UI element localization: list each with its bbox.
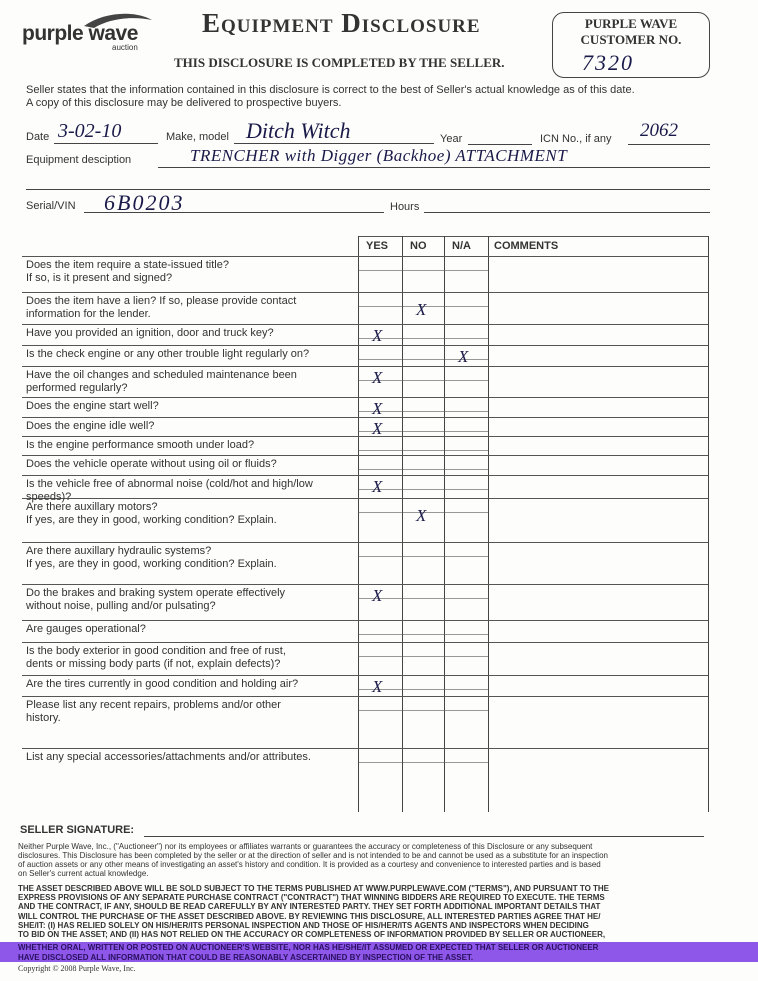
table-top-line: [358, 236, 708, 237]
answer-no-cell[interactable]: [404, 542, 444, 584]
comments-cell[interactable]: [490, 584, 706, 620]
question-line2: history.: [26, 712, 61, 724]
comments-cell[interactable]: [490, 696, 706, 748]
answer-no-cell[interactable]: [404, 584, 444, 620]
answer-na-cell[interactable]: [446, 475, 486, 498]
question-text: [26, 259, 356, 285]
answer-no-cell[interactable]: [404, 696, 444, 748]
question-line1: Have you provided an ignition, door and truck key?: [26, 327, 274, 339]
customer-label-line1: PURPLE WAVE: [584, 16, 678, 31]
answer-yes-cell[interactable]: [360, 696, 400, 748]
logo-name: purple wave: [22, 22, 138, 45]
check-mark-yes: X: [372, 368, 383, 387]
comments-cell[interactable]: [490, 417, 706, 436]
question-line1: Does the item require a state-issued title?: [26, 259, 229, 271]
hours-label: Hours: [390, 201, 420, 213]
answer-na-cell[interactable]: [446, 696, 486, 748]
answer-yes-cell[interactable]: [360, 455, 400, 475]
comments-cell[interactable]: [490, 542, 706, 584]
answer-no-cell[interactable]: [404, 675, 444, 696]
answer-na-cell[interactable]: [446, 366, 486, 397]
question-text: [26, 458, 356, 471]
copyright: Copyright © 2008 Purple Wave, Inc.: [18, 964, 136, 973]
answer-na-cell[interactable]: [446, 584, 486, 620]
answer-na-cell[interactable]: [446, 620, 486, 642]
check-mark-no: X: [416, 506, 427, 525]
header-yes: YES: [366, 240, 389, 252]
legal-line2: EXPRESS PROVISIONS OF ANY SEPARATE PURCHASE CONTRACT ("CONTRACT") THAT WINNING BIDDERS ARE REQUIRED TO EXECUTE. THE TERMS: [18, 893, 605, 903]
question-line1: Do the brakes and braking system operate effectively: [26, 587, 286, 599]
question-line1: List any special accessories/attachments and/or attributes.: [26, 751, 311, 763]
question-text: [26, 295, 356, 321]
question-text: [26, 369, 356, 395]
answer-na-cell[interactable]: [446, 748, 486, 812]
answer-na-cell[interactable]: [446, 256, 486, 292]
question-line2: performed regularly?: [26, 382, 128, 394]
comments-cell[interactable]: [490, 675, 706, 696]
intro-line2: A copy of this disclosure may be delivered to prospective buyers.: [26, 97, 342, 109]
legal-line7: WHETHER ORAL, WRITTEN OR POSTED ON AUCTIONEER'S WEBSITE, NOR HAS HE/SHE/IT ASSUMED OR EXPECTED THAT SELLER OR AUCTIONEER: [18, 943, 599, 952]
serial-field[interactable]: 6B0203: [104, 190, 185, 215]
legal-line3: AND THE CONTRACT, IF ANY, SHOULD BE READ CAREFULLY BY ANY INTERESTED PARTY. THEY SET FORTH ADDITIONAL IMPORTANT DETAILS THAT: [18, 902, 601, 912]
answer-yes-cell[interactable]: [360, 642, 400, 675]
answer-yes-cell[interactable]: [360, 292, 400, 324]
answer-yes-cell[interactable]: [360, 345, 400, 366]
legal-line5: SHE/IT: (I) HAS RELIED SOLELY ON HIS/HER/ITS PERSONAL INSPECTION AND THOSE OF HIS/HER/ITS AGENTS AND INSPECTORS WHEN DECIDING: [18, 920, 589, 930]
comments-cell[interactable]: [490, 455, 706, 475]
answer-na-cell[interactable]: [446, 642, 486, 675]
question-text: [26, 587, 356, 613]
question-text: [26, 439, 356, 452]
question-text: [26, 623, 356, 636]
icn-label: ICN No., if any: [540, 133, 612, 145]
legal-highlighted: [18, 943, 736, 962]
question-text: [26, 699, 356, 725]
answer-no-cell[interactable]: [404, 366, 444, 397]
disclaimer-line4: on Seller's current actual knowledge.: [18, 869, 149, 878]
customer-label-line2: CUSTOMER NO.: [580, 32, 682, 47]
check-mark-yes: X: [372, 586, 383, 605]
answer-yes-cell[interactable]: [360, 498, 400, 542]
legal-line6: TO BID ON THE ASSET; AND (II) HAS NOT RELIED ON THE ACCURACY OR COMPLETENESS OF INFORMATION PROVIDED BY SELLER OR AUCTIONEER,: [18, 930, 606, 940]
disclaimer-line1: Neither Purple Wave, Inc., ("Auctioneer") nor its employees or affiliates warrants or guarantees the accuracy or completeness of this Disclosure or any subsequent: [18, 842, 593, 851]
question-line1: Is the vehicle free of abnormal noise (cold/hot and high/low speeds)?: [26, 478, 313, 503]
question-text: [26, 501, 356, 527]
answer-yes-cell[interactable]: [360, 620, 400, 642]
date-label: Date: [26, 131, 50, 143]
answer-no-cell[interactable]: [404, 436, 444, 455]
answer-yes-cell[interactable]: [360, 542, 400, 584]
question-text: [26, 751, 356, 764]
question-line1: Does the engine idle well?: [26, 420, 155, 432]
answer-na-cell[interactable]: [446, 397, 486, 417]
question-line2: without noise, pulling and/or pulsating?: [26, 600, 216, 612]
question-line1: Are there auxillary hydraulic systems?: [26, 545, 212, 557]
check-mark-yes: X: [372, 419, 383, 438]
icn-field[interactable]: 2062: [640, 120, 678, 141]
legal-line4: WILL CONTROL THE PURCHASE OF THE ASSET DESCRIBED ABOVE. BY REVIEWING THIS DISCLOSURE, ALL INTERESTED PARTIES AGREE THAT HE/: [18, 911, 601, 921]
check-mark-yes: X: [372, 326, 383, 345]
answer-na-cell[interactable]: [446, 498, 486, 542]
answer-na-cell[interactable]: [446, 292, 486, 324]
answer-no-cell[interactable]: [404, 475, 444, 498]
logo-sub: auction: [112, 43, 138, 52]
legal-line8: HAVE DISCLOSED ALL INFORMATION THAT COULD BE REASONABLY ASCERTAINED BY INSPECTION OF THE ASSET.: [18, 952, 474, 962]
question-text: [26, 645, 356, 671]
question-text: [26, 678, 356, 691]
question-text: [26, 348, 356, 361]
comments-cell[interactable]: [490, 292, 706, 324]
question-text: [26, 420, 356, 433]
year-label: Year: [440, 133, 463, 145]
answer-yes-cell[interactable]: [360, 436, 400, 455]
answer-na-cell[interactable]: [446, 542, 486, 584]
answer-no-cell[interactable]: [404, 455, 444, 475]
answer-no-cell[interactable]: [404, 620, 444, 642]
comments-cell[interactable]: [490, 397, 706, 417]
check-mark-yes: X: [372, 677, 383, 696]
legal-line1: THE ASSET DESCRIBED ABOVE WILL BE SOLD SUBJECT TO THE TERMS PUBLISHED AT WWW.PURPLEWAVE.COM ("TERMS"), AND PURSUANT TO THE: [18, 884, 610, 893]
comments-cell[interactable]: [490, 475, 706, 498]
answer-na-cell[interactable]: [446, 455, 486, 475]
question-line1: Is the check engine or any other trouble light regularly on?: [26, 348, 310, 360]
legal-terms: [18, 884, 744, 939]
answer-na-cell[interactable]: [446, 675, 486, 696]
question-line2: information for the lender.: [26, 308, 151, 320]
answer-yes-cell[interactable]: [360, 256, 400, 292]
question-text: [26, 327, 356, 340]
question-line2: dents or missing body parts (if not, explain defects)?: [26, 658, 281, 670]
intro-line1: Seller states that the information contained in this disclosure is correct to the best of Seller's actual knowledge as of this date.: [26, 84, 635, 96]
table-right-line: [708, 236, 709, 812]
question-line1: Have the oil changes and scheduled maintenance been: [26, 369, 297, 381]
answer-no-cell[interactable]: [404, 256, 444, 292]
answer-na-cell[interactable]: [446, 436, 486, 455]
disclaimer-line3: of auction assets or any other means of investigating an asset's history and condition. It is provided as a courtesy and convenience to interested parties and is based: [18, 860, 601, 869]
seller-signature-line[interactable]: [144, 836, 704, 837]
question-line2: If so, is it present and signed?: [26, 272, 173, 284]
question-text: [26, 545, 356, 571]
comments-cell[interactable]: [490, 436, 706, 455]
comments-cell[interactable]: [490, 256, 706, 292]
make-field[interactable]: Ditch Witch: [246, 118, 351, 143]
comments-cell[interactable]: [490, 620, 706, 642]
customer-number[interactable]: 7320: [582, 50, 634, 75]
question-line1: Does the engine start well?: [26, 400, 159, 412]
comments-cell[interactable]: [490, 498, 706, 542]
comments-cell[interactable]: [490, 345, 706, 366]
question-line1: Is the engine performance smooth under load?: [26, 439, 255, 451]
date-field[interactable]: 3-02-10: [58, 120, 122, 142]
description-field[interactable]: TRENCHER with Digger (Backhoe) ATTACHMENT: [190, 146, 568, 165]
page-title: Equipment Disclosure: [202, 8, 481, 38]
comments-cell[interactable]: [490, 324, 706, 345]
question-line2: If yes, are they in good, working condition? Explain.: [26, 514, 277, 526]
answer-na-cell[interactable]: [446, 324, 486, 345]
comments-cell[interactable]: [490, 748, 706, 812]
answer-no-cell[interactable]: [404, 397, 444, 417]
check-mark-na: X: [458, 347, 469, 366]
answer-na-cell[interactable]: [446, 417, 486, 436]
answer-no-cell[interactable]: [404, 748, 444, 812]
question-line1: Are the tires currently in good condition and holding air?: [26, 678, 299, 690]
comments-cell[interactable]: [490, 642, 706, 675]
answer-yes-cell[interactable]: [360, 748, 400, 812]
answer-no-cell[interactable]: [404, 417, 444, 436]
description-label: Equipment desciption: [26, 154, 132, 166]
question-line1: Please list any recent repairs, problems and/or other: [26, 699, 281, 711]
disclaimer-line2: disclosures. This Disclosure has been completed by the seller or at the direction of seller and is not intended to be and cannot be used as a substitute for an inspection: [18, 851, 608, 860]
header-comments: COMMENTS: [494, 240, 559, 252]
question-text: [26, 400, 356, 413]
serial-label: Serial/VIN: [26, 200, 76, 212]
seller-signature-label: SELLER SIGNATURE:: [20, 824, 135, 836]
disclaimer: [18, 842, 744, 878]
answer-no-cell[interactable]: [404, 324, 444, 345]
question-line1: Does the item have a lien? If so, please provide contact: [26, 295, 297, 307]
question-line2: If yes, are they in good, working condition? Explain.: [26, 558, 277, 570]
question-line1: Are gauges operational?: [26, 623, 146, 635]
header-na: N/A: [452, 240, 471, 252]
answer-no-cell[interactable]: [404, 642, 444, 675]
check-mark-yes: X: [372, 399, 383, 418]
question-line1: Are there auxillary motors?: [26, 501, 158, 513]
question-line1: Is the body exterior in good condition and free of rust,: [26, 645, 286, 657]
check-mark-yes: X: [372, 477, 383, 496]
answer-no-cell[interactable]: [404, 345, 444, 366]
question-line1: Does the vehicle operate without using oil or fluids?: [26, 458, 277, 470]
page-subtitle: THIS DISCLOSURE IS COMPLETED BY THE SELLER.: [174, 55, 505, 70]
make-label: Make, model: [166, 131, 229, 143]
comments-cell[interactable]: [490, 366, 706, 397]
check-mark-no: X: [416, 300, 427, 319]
header-no: NO: [410, 240, 427, 252]
